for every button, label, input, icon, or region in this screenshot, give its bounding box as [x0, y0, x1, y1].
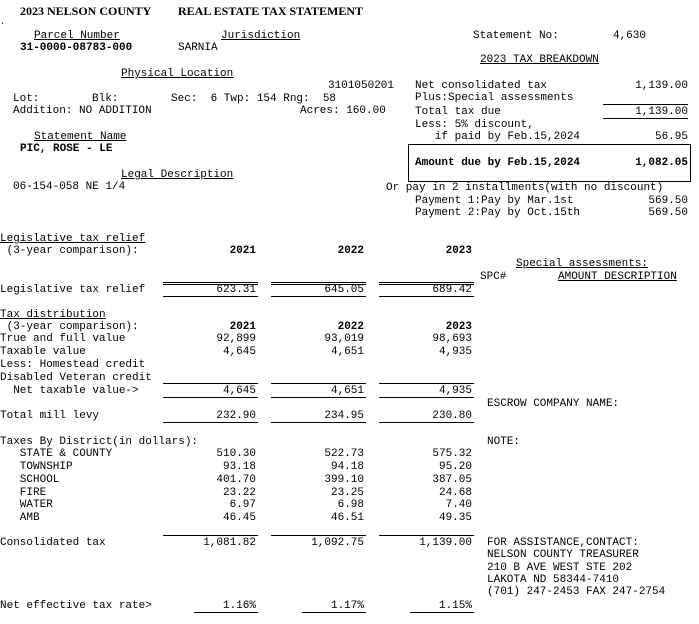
escrow-label: ESCROW COMPANY NAME:: [487, 398, 620, 410]
statement-no-label: Statement No:: [473, 30, 559, 42]
breakdown-title: 2023 TAX BREAKDOWN: [480, 54, 599, 66]
statement-title: REAL ESTATE TAX STATEMENT: [178, 4, 364, 18]
relief-value-2021: 623.31: [216, 284, 256, 296]
effective-rate-under: [302, 612, 366, 613]
net-taxable-rule: [163, 383, 258, 384]
dist-row-value: 4,645: [222, 385, 256, 397]
payment1-label: Payment 1:Pay by Mar.1st: [415, 195, 574, 207]
contact-line: FOR ASSISTANCE,CONTACT:: [487, 537, 639, 549]
jurisdiction-label: Jurisdiction: [221, 30, 301, 42]
contact-line: 210 B AVE WEST STE 202: [487, 562, 633, 574]
sec-twp-rng: Sec: 6 Twp: 154 Rng: 58: [171, 93, 337, 105]
consolidated-value: 1,092.75: [311, 537, 364, 549]
district-value: 401.70: [216, 474, 256, 486]
distribution-year-2022: 2022: [337, 321, 364, 333]
mill-levy-under: [271, 422, 366, 423]
net-taxable-under: [271, 397, 366, 398]
effective-rate-label: Net effective tax rate>: [0, 600, 152, 612]
district-value: 6.98: [337, 499, 364, 511]
dist-row-label: Disabled Veteran credit: [0, 372, 152, 384]
consolidated-value: 1,081.82: [203, 537, 256, 549]
payment1-amount: 569.50: [648, 195, 688, 207]
special-title: Special assessments:: [516, 258, 649, 270]
net-taxable-rule: [379, 383, 474, 384]
relief-rule-2021: [163, 282, 258, 283]
distribution-year-2021: 2021: [229, 321, 256, 333]
breakdown-label-net: Net consolidated tax: [415, 80, 548, 92]
effective-rate-value: 1.15%: [438, 600, 472, 612]
statement-name: PIC, ROSE - LE: [20, 143, 113, 155]
district-label: STATE & COUNTY: [0, 448, 113, 460]
district-value: 510.30: [216, 448, 256, 460]
legal-description-label: Legal Description: [121, 169, 234, 181]
distribution-title: Tax distribution: [0, 309, 106, 321]
dist-row-value: 4,645: [222, 346, 256, 358]
blk-label: Blk:: [92, 93, 119, 105]
district-value: 575.32: [432, 448, 472, 460]
dist-row-label: True and full value: [0, 333, 126, 345]
physical-location-label: Physical Location: [121, 68, 234, 80]
dist-row-value: 4,651: [330, 346, 364, 358]
breakdown-total-rule: [603, 118, 688, 119]
dist-row-label: Taxable value: [0, 346, 86, 358]
relief-rule-2022: [271, 282, 366, 283]
relief-rule-2023: [379, 282, 474, 283]
district-value: 522.73: [324, 448, 364, 460]
amount-due: 1,082.05: [635, 157, 688, 169]
breakdown-value-net: 1,139.00: [635, 80, 688, 92]
relief-value-2022: 645.05: [324, 284, 364, 296]
district-value: 399.10: [324, 474, 364, 486]
parcel-number: 31-0000-08783-000: [20, 42, 133, 54]
relief-under-2022: [271, 296, 366, 297]
district-label: AMB: [0, 512, 40, 524]
payment2-amount: 569.50: [648, 207, 688, 219]
net-taxable-rule: [271, 383, 366, 384]
mill-levy-under: [163, 422, 258, 423]
effective-rate-under: [194, 612, 258, 613]
district-value: 93.18: [222, 461, 256, 473]
dist-row-value: 4,935: [438, 346, 472, 358]
district-label: WATER: [0, 499, 53, 511]
amount-due-label: Amount due by Feb.15,2024: [415, 157, 581, 169]
mill-levy-under: [379, 422, 474, 423]
distribution-year-2023: 2023: [445, 321, 472, 333]
relief-year-2023: 2023: [445, 245, 472, 257]
special-col-amount-desc: AMOUNT DESCRIPTION: [558, 271, 677, 283]
dist-row-label: Less: Homestead credit: [0, 359, 146, 371]
note-label: NOTE:: [487, 436, 521, 448]
acres: Acres: 160.00: [300, 105, 386, 117]
consolidated-rule: [379, 535, 474, 536]
mill-levy-value: 232.90: [216, 410, 256, 422]
installments-note: Or pay in 2 installments(with no discount): [386, 182, 664, 194]
dist-row-value: 93,019: [324, 333, 364, 345]
district-value: 49.35: [438, 512, 472, 524]
breakdown-subtotal-rule: [603, 104, 688, 105]
relief-under-2023: [379, 296, 474, 297]
district-value: 387.05: [432, 474, 472, 486]
jurisdiction: SARNIA: [178, 42, 218, 54]
county-title: 2023 NELSON COUNTY: [20, 4, 152, 18]
dist-row-value: 4,651: [330, 385, 364, 397]
mill-levy-value: 234.95: [324, 410, 364, 422]
relief-value-2023: 689.42: [432, 284, 472, 296]
district-value: 23.25: [330, 487, 364, 499]
relief-row-label: Legislative tax relief: [0, 284, 146, 296]
consolidated-value: 1,139.00: [419, 537, 472, 549]
district-label: FIRE: [0, 487, 47, 499]
consolidated-label: Consolidated tax: [0, 537, 106, 549]
district-value: 7.40: [445, 499, 472, 511]
dist-row-label: Net taxable value->: [0, 385, 139, 397]
net-taxable-under: [163, 397, 258, 398]
breakdown-value-discount: 56.95: [654, 131, 688, 143]
district-value: 46.51: [330, 512, 364, 524]
district-value: 6.97: [229, 499, 256, 511]
contact-line: (701) 247-2453 FAX 247-2754: [487, 586, 666, 598]
distribution-subtitle: (3-year comparison):: [0, 321, 139, 333]
district-value: 24.68: [438, 487, 472, 499]
lot-label: Lot:: [13, 93, 40, 105]
net-taxable-under: [379, 397, 474, 398]
consolidated-rule: [163, 535, 258, 536]
location-code: 3101050201: [327, 80, 394, 92]
dist-row-value: 4,935: [438, 385, 472, 397]
margin-dot: .: [0, 17, 6, 27]
breakdown-label-special: Plus:Special assessments: [415, 92, 574, 104]
addition: Addition: NO ADDITION: [13, 105, 152, 117]
district-value: 23.22: [222, 487, 256, 499]
relief-year-2022: 2022: [337, 245, 364, 257]
breakdown-label-total: Total tax due: [415, 106, 501, 118]
district-label: TOWNSHIP: [0, 461, 73, 473]
relief-year-2021: 2021: [229, 245, 256, 257]
breakdown-label-paid-by: if paid by Feb.15,2024: [415, 131, 581, 143]
district-label: SCHOOL: [0, 474, 60, 486]
district-title: Taxes By District(in dollars):: [0, 436, 199, 448]
relief-under-2021: [163, 296, 258, 297]
effective-rate-under: [410, 612, 474, 613]
statement-no: 4,630: [612, 30, 646, 42]
district-value: 95.20: [438, 461, 472, 473]
relief-subtitle: (3-year comparison):: [0, 245, 139, 257]
breakdown-label-discount: Less: 5% discount,: [415, 119, 534, 131]
breakdown-value-total: 1,139.00: [635, 106, 688, 118]
effective-rate-value: 1.17%: [330, 600, 364, 612]
mill-levy-label: Total mill levy: [0, 410, 100, 422]
mill-levy-value: 230.80: [432, 410, 472, 422]
contact-line: LAKOTA ND 58344-7410: [487, 574, 620, 586]
relief-title: Legislative tax relief: [0, 233, 146, 245]
payment2-label: Payment 2:Pay by Oct.15th: [415, 207, 581, 219]
statement-name-label: Statement Name: [34, 131, 127, 143]
district-value: 94.18: [330, 461, 364, 473]
district-value: 46.45: [222, 512, 256, 524]
contact-line: NELSON COUNTY TREASURER: [487, 549, 639, 561]
legal-description: 06-154-058 NE 1/4: [13, 181, 126, 193]
special-col-spc: SPC#: [480, 271, 507, 283]
dist-row-value: 98,693: [432, 333, 472, 345]
effective-rate-value: 1.16%: [222, 600, 256, 612]
consolidated-rule: [271, 535, 366, 536]
parcel-number-label: Parcel Number: [34, 30, 120, 42]
dist-row-value: 92,899: [216, 333, 256, 345]
